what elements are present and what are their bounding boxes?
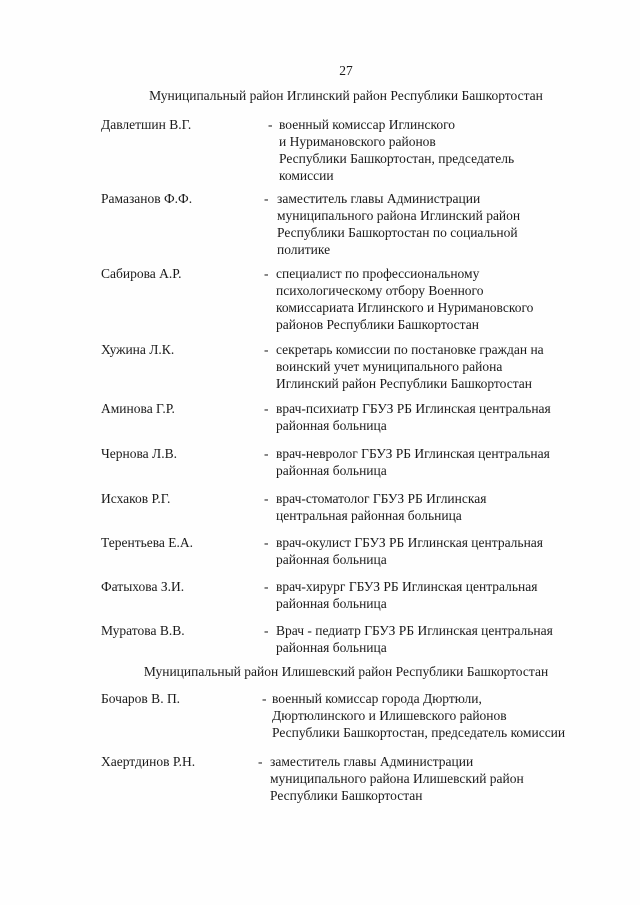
position-line: Республики Башкортостан (270, 788, 423, 803)
member-name: Бочаров В. П. (101, 691, 181, 706)
position-line: врач-психиатр ГБУЗ РБ Иглинская центральная (276, 401, 551, 416)
position-line: комиссии (279, 168, 334, 183)
member-dash: - (264, 535, 269, 550)
member-name: Хаертдинов Р.Н. (101, 754, 196, 769)
member-position (270, 753, 600, 804)
position-line: специалист по профессиональному (276, 266, 480, 281)
position-line: Республики Башкортостан, председатель (279, 151, 515, 166)
position-line: и Нуримановского районов (279, 134, 436, 149)
member-position (276, 490, 606, 524)
member-position (277, 190, 607, 258)
member-name: Рамазанов Ф.Ф. (101, 191, 193, 206)
member-name: Сабирова А.Р. (101, 266, 182, 281)
member-position (272, 690, 602, 741)
position-line: врач-невролог ГБУЗ РБ Иглинская центральная (276, 446, 550, 461)
member-name: Муратова В.В. (101, 623, 185, 638)
member-name: Чернова Л.В. (101, 446, 177, 461)
position-line: районная больница (276, 640, 387, 655)
member-dash: - (264, 401, 269, 416)
section-heading: Муниципальный район Илишевский район Республики Башкортостан (143, 664, 549, 679)
position-line: врач-стоматолог ГБУЗ РБ Иглинская (276, 491, 487, 506)
position-line: комиссариата Иглинского и Нуримановского (276, 300, 534, 315)
position-line: Дюртюлинского и Илишевского районов (272, 708, 507, 723)
position-line: заместитель главы Администрации (270, 754, 474, 769)
position-line: муниципального района Илишевский район (270, 771, 524, 786)
member-position (276, 265, 606, 333)
member-dash: - (264, 579, 269, 594)
member-dash: - (268, 117, 273, 132)
position-line: психологическому отбору Военного (276, 283, 484, 298)
member-dash: - (264, 191, 269, 206)
position-line: секретарь комиссии по постановке граждан на (276, 342, 544, 357)
position-line: Республики Башкортостан, председатель комиссии (272, 725, 566, 740)
member-dash: - (264, 266, 269, 281)
position-line: политике (277, 242, 331, 257)
position-line: районная больница (276, 463, 387, 478)
section-heading: Муниципальный район Иглинский район Республики Башкортостан (149, 88, 543, 103)
member-dash: - (264, 491, 269, 506)
member-position (276, 400, 606, 434)
position-line: районов Республики Башкортостан (276, 317, 479, 332)
member-position (276, 534, 606, 568)
position-line: районная больница (276, 596, 387, 611)
position-line: центральная районная больница (276, 508, 462, 523)
member-position (276, 341, 606, 392)
position-line: Иглинский район Республики Башкортостан (276, 376, 532, 391)
member-dash: - (262, 691, 267, 706)
position-line: Врач - педиатр ГБУЗ РБ Иглинская центральная (276, 623, 553, 638)
position-line: военный комиссар Иглинского (279, 117, 456, 132)
member-dash: - (264, 623, 269, 638)
page-number: 27 (339, 63, 353, 78)
member-position (276, 622, 606, 656)
member-name: Хужина Л.К. (101, 342, 175, 357)
member-name: Исхаков Р.Г. (101, 491, 171, 506)
position-line: врач-хирург ГБУЗ РБ Иглинская центральная (276, 579, 538, 594)
member-name: Аминова Г.Р. (101, 401, 175, 416)
position-line: муниципального района Иглинский район (277, 208, 521, 223)
member-position (276, 445, 606, 479)
position-line: военный комиссар города Дюртюли, (272, 691, 482, 706)
position-line: районная больница (276, 418, 387, 433)
member-position (279, 116, 609, 184)
position-line: врач-окулист ГБУЗ РБ Иглинская центральная (276, 535, 543, 550)
member-dash: - (264, 446, 269, 461)
member-dash: - (258, 754, 263, 769)
member-name: Терентьева Е.А. (101, 535, 194, 550)
position-line: воинский учет муниципального района (276, 359, 503, 374)
member-position (276, 578, 606, 612)
member-dash: - (264, 342, 269, 357)
member-name: Давлетшин В.Г. (101, 117, 192, 132)
member-name: Фатыхова З.И. (101, 579, 185, 594)
position-line: Республики Башкортостан по социальной (277, 225, 518, 240)
position-line: районная больница (276, 552, 387, 567)
position-line: заместитель главы Администрации (277, 191, 481, 206)
